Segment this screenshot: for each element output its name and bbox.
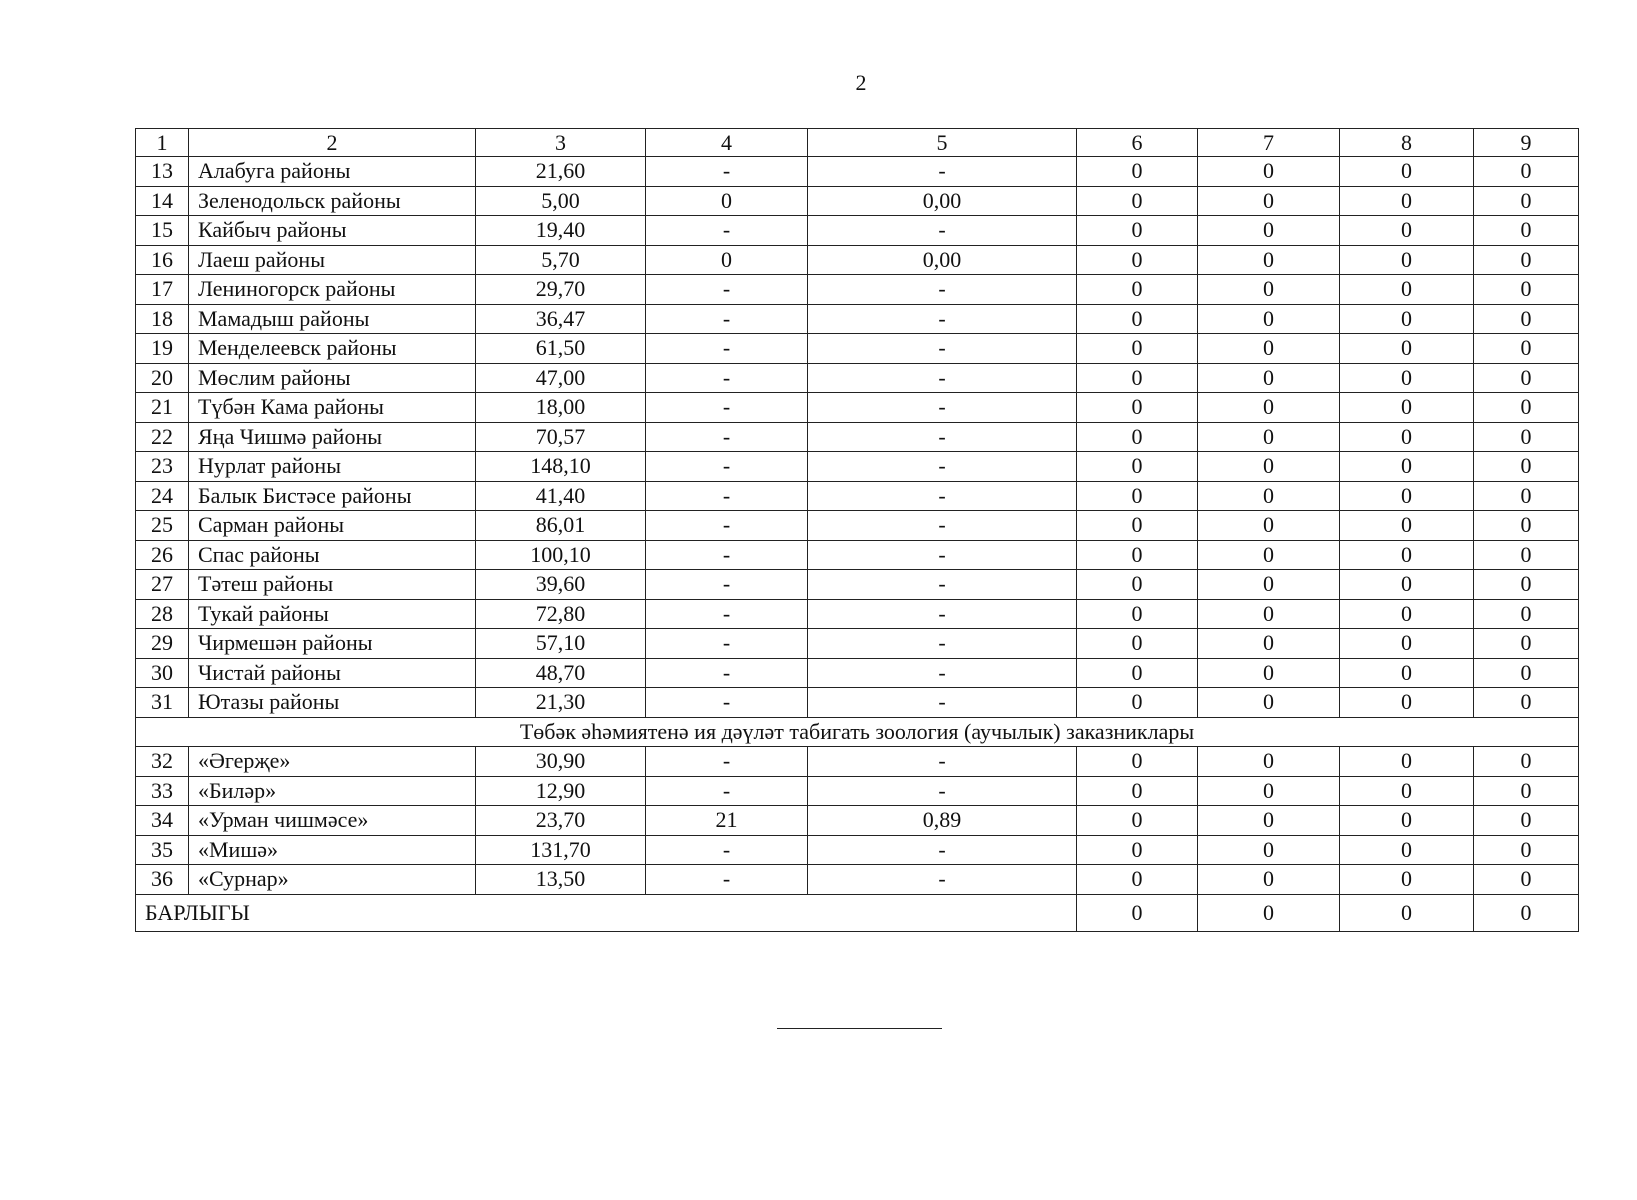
total-label: БАРЛЫГЫ — [136, 894, 1077, 931]
table-row — [136, 865, 1579, 895]
col5-cell: - — [808, 835, 1077, 865]
col9-cell: 0 — [1474, 216, 1579, 246]
row-name: «Сурнар» — [189, 865, 476, 895]
col4-cell: - — [646, 481, 808, 511]
col6-cell: 0 — [1077, 304, 1198, 334]
row-number: 29 — [136, 629, 189, 659]
col5-cell: - — [808, 658, 1077, 688]
table-row — [136, 540, 1579, 570]
col9-cell: 0 — [1474, 688, 1579, 718]
table-row — [136, 481, 1579, 511]
col6-cell: 0 — [1077, 186, 1198, 216]
row-name: «Әгерҗе» — [189, 747, 476, 777]
header-cell: 3 — [476, 129, 646, 157]
table-row — [136, 334, 1579, 364]
col5-cell: - — [808, 865, 1077, 895]
total-value: 0 — [1077, 894, 1198, 931]
col9-cell: 0 — [1474, 363, 1579, 393]
col4-cell: 0 — [646, 186, 808, 216]
table-row — [136, 304, 1579, 334]
area-cell: 29,70 — [476, 275, 646, 305]
col7-cell: 0 — [1198, 776, 1340, 806]
table-row — [136, 806, 1579, 836]
col6-cell: 0 — [1077, 865, 1198, 895]
area-cell: 131,70 — [476, 835, 646, 865]
col7-cell: 0 — [1198, 806, 1340, 836]
col7-cell: 0 — [1198, 334, 1340, 364]
row-name: Лениногорск районы — [189, 275, 476, 305]
total-row — [136, 894, 1579, 931]
row-number: 35 — [136, 835, 189, 865]
col5-cell: - — [808, 334, 1077, 364]
total-value: 0 — [1474, 894, 1579, 931]
col7-cell: 0 — [1198, 186, 1340, 216]
col4-cell: - — [646, 511, 808, 541]
total-value: 0 — [1340, 894, 1474, 931]
table-row — [136, 570, 1579, 600]
col7-cell: 0 — [1198, 540, 1340, 570]
col7-cell: 0 — [1198, 865, 1340, 895]
col8-cell: 0 — [1340, 570, 1474, 600]
area-cell: 30,90 — [476, 747, 646, 777]
col6-cell: 0 — [1077, 334, 1198, 364]
col6-cell: 0 — [1077, 570, 1198, 600]
col9-cell: 0 — [1474, 835, 1579, 865]
col6-cell: 0 — [1077, 452, 1198, 482]
col8-cell: 0 — [1340, 334, 1474, 364]
col8-cell: 0 — [1340, 658, 1474, 688]
area-cell: 12,90 — [476, 776, 646, 806]
col7-cell: 0 — [1198, 245, 1340, 275]
col6-cell: 0 — [1077, 776, 1198, 806]
col5-cell: - — [808, 776, 1077, 806]
col4-cell: - — [646, 275, 808, 305]
table-row — [136, 835, 1579, 865]
col5-cell: - — [808, 629, 1077, 659]
row-number: 22 — [136, 422, 189, 452]
col8-cell: 0 — [1340, 511, 1474, 541]
col5-cell: - — [808, 511, 1077, 541]
col4-cell: - — [646, 865, 808, 895]
col7-cell: 0 — [1198, 157, 1340, 187]
col7-cell: 0 — [1198, 452, 1340, 482]
row-number: 34 — [136, 806, 189, 836]
section-row — [136, 717, 1579, 747]
row-number: 23 — [136, 452, 189, 482]
districts-table — [135, 128, 1579, 932]
row-name: Чистай районы — [189, 658, 476, 688]
col5-cell: 0,00 — [808, 245, 1077, 275]
row-number: 16 — [136, 245, 189, 275]
col7-cell: 0 — [1198, 511, 1340, 541]
col5-cell: - — [808, 275, 1077, 305]
row-number: 28 — [136, 599, 189, 629]
table-row — [136, 216, 1579, 246]
area-cell: 5,00 — [476, 186, 646, 216]
col4-cell: 0 — [646, 245, 808, 275]
row-name: Чирмешән районы — [189, 629, 476, 659]
row-name: Нурлат районы — [189, 452, 476, 482]
col9-cell: 0 — [1474, 452, 1579, 482]
col6-cell: 0 — [1077, 157, 1198, 187]
row-name: «Урман чишмәсе» — [189, 806, 476, 836]
col6-cell: 0 — [1077, 245, 1198, 275]
area-cell: 18,00 — [476, 393, 646, 423]
header-cell: 8 — [1340, 129, 1474, 157]
col7-cell: 0 — [1198, 835, 1340, 865]
header-cell: 9 — [1474, 129, 1579, 157]
col8-cell: 0 — [1340, 599, 1474, 629]
col5-cell: - — [808, 540, 1077, 570]
row-name: Тәтеш районы — [189, 570, 476, 600]
col8-cell: 0 — [1340, 216, 1474, 246]
col8-cell: 0 — [1340, 629, 1474, 659]
col9-cell: 0 — [1474, 511, 1579, 541]
col6-cell: 0 — [1077, 658, 1198, 688]
col9-cell: 0 — [1474, 806, 1579, 836]
table-row — [136, 658, 1579, 688]
row-name: Лаеш районы — [189, 245, 476, 275]
col7-cell: 0 — [1198, 304, 1340, 334]
col6-cell: 0 — [1077, 599, 1198, 629]
col8-cell: 0 — [1340, 363, 1474, 393]
row-name: «Мишә» — [189, 835, 476, 865]
table-row — [136, 688, 1579, 718]
table-row — [136, 511, 1579, 541]
area-cell: 148,10 — [476, 452, 646, 482]
row-number: 32 — [136, 747, 189, 777]
col7-cell: 0 — [1198, 688, 1340, 718]
row-name: Кайбыч районы — [189, 216, 476, 246]
row-number: 26 — [136, 540, 189, 570]
area-cell: 23,70 — [476, 806, 646, 836]
col4-cell: - — [646, 452, 808, 482]
col4-cell: - — [646, 304, 808, 334]
col9-cell: 0 — [1474, 599, 1579, 629]
col5-cell: - — [808, 363, 1077, 393]
end-rule — [777, 1028, 942, 1029]
col4-cell: - — [646, 570, 808, 600]
col8-cell: 0 — [1340, 835, 1474, 865]
header-cell: 1 — [136, 129, 189, 157]
col6-cell: 0 — [1077, 747, 1198, 777]
row-name: Сарман районы — [189, 511, 476, 541]
col7-cell: 0 — [1198, 216, 1340, 246]
col9-cell: 0 — [1474, 658, 1579, 688]
area-cell: 21,60 — [476, 157, 646, 187]
col7-cell: 0 — [1198, 275, 1340, 305]
row-number: 18 — [136, 304, 189, 334]
col5-cell: - — [808, 481, 1077, 511]
area-cell: 47,00 — [476, 363, 646, 393]
col9-cell: 0 — [1474, 304, 1579, 334]
row-number: 24 — [136, 481, 189, 511]
col5-cell: - — [808, 157, 1077, 187]
row-name: Мөслим районы — [189, 363, 476, 393]
row-name: Балык Бистәсе районы — [189, 481, 476, 511]
col5-cell: - — [808, 599, 1077, 629]
col4-cell: - — [646, 688, 808, 718]
header-cell: 6 — [1077, 129, 1198, 157]
row-name: Яңа Чишмә районы — [189, 422, 476, 452]
header-cell: 5 — [808, 129, 1077, 157]
col5-cell: - — [808, 422, 1077, 452]
col7-cell: 0 — [1198, 422, 1340, 452]
row-name: Менделеевск районы — [189, 334, 476, 364]
row-number: 19 — [136, 334, 189, 364]
col5-cell: - — [808, 747, 1077, 777]
col5-cell: 0,89 — [808, 806, 1077, 836]
area-cell: 72,80 — [476, 599, 646, 629]
col9-cell: 0 — [1474, 245, 1579, 275]
area-cell: 61,50 — [476, 334, 646, 364]
row-name: Спас районы — [189, 540, 476, 570]
col7-cell: 0 — [1198, 599, 1340, 629]
col4-cell: - — [646, 776, 808, 806]
col8-cell: 0 — [1340, 540, 1474, 570]
table-row — [136, 629, 1579, 659]
col5-cell: - — [808, 452, 1077, 482]
row-name: Ютазы районы — [189, 688, 476, 718]
col5-cell: - — [808, 393, 1077, 423]
table-row — [136, 275, 1579, 305]
col8-cell: 0 — [1340, 186, 1474, 216]
row-name: Түбән Кама районы — [189, 393, 476, 423]
area-cell: 48,70 — [476, 658, 646, 688]
table-row — [136, 393, 1579, 423]
header-cell: 7 — [1198, 129, 1340, 157]
area-cell: 86,01 — [476, 511, 646, 541]
col9-cell: 0 — [1474, 275, 1579, 305]
row-number: 15 — [136, 216, 189, 246]
col8-cell: 0 — [1340, 393, 1474, 423]
area-cell: 19,40 — [476, 216, 646, 246]
row-number: 36 — [136, 865, 189, 895]
col4-cell: - — [646, 334, 808, 364]
col6-cell: 0 — [1077, 540, 1198, 570]
header-cell: 2 — [189, 129, 476, 157]
col8-cell: 0 — [1340, 422, 1474, 452]
area-cell: 57,10 — [476, 629, 646, 659]
total-value: 0 — [1198, 894, 1340, 931]
table-row — [136, 747, 1579, 777]
col8-cell: 0 — [1340, 452, 1474, 482]
col7-cell: 0 — [1198, 481, 1340, 511]
page-number: 2 — [855, 70, 867, 95]
col9-cell: 0 — [1474, 157, 1579, 187]
row-name: «Биләр» — [189, 776, 476, 806]
col9-cell: 0 — [1474, 481, 1579, 511]
col7-cell: 0 — [1198, 363, 1340, 393]
col6-cell: 0 — [1077, 688, 1198, 718]
col7-cell: 0 — [1198, 570, 1340, 600]
col9-cell: 0 — [1474, 570, 1579, 600]
table-row — [136, 363, 1579, 393]
row-number: 33 — [136, 776, 189, 806]
row-name: Зеленодольск районы — [189, 186, 476, 216]
col6-cell: 0 — [1077, 422, 1198, 452]
col7-cell: 0 — [1198, 393, 1340, 423]
col4-cell: - — [646, 629, 808, 659]
area-cell: 36,47 — [476, 304, 646, 334]
section-title: Төбәк әһәмиятенә ия дәүләт табигать зоология (аучылык) заказниклары — [136, 717, 1579, 747]
table-row — [136, 157, 1579, 187]
col6-cell: 0 — [1077, 629, 1198, 659]
row-number: 27 — [136, 570, 189, 600]
table-row — [136, 452, 1579, 482]
col7-cell: 0 — [1198, 629, 1340, 659]
col4-cell: 21 — [646, 806, 808, 836]
row-name: Мамадыш районы — [189, 304, 476, 334]
area-cell: 41,40 — [476, 481, 646, 511]
col9-cell: 0 — [1474, 393, 1579, 423]
table-row — [136, 186, 1579, 216]
row-number: 25 — [136, 511, 189, 541]
area-cell: 39,60 — [476, 570, 646, 600]
col4-cell: - — [646, 363, 808, 393]
col8-cell: 0 — [1340, 275, 1474, 305]
col4-cell: - — [646, 747, 808, 777]
row-number: 31 — [136, 688, 189, 718]
row-number: 14 — [136, 186, 189, 216]
row-number: 21 — [136, 393, 189, 423]
row-name: Тукай районы — [189, 599, 476, 629]
col5-cell: - — [808, 688, 1077, 718]
col5-cell: 0,00 — [808, 186, 1077, 216]
col6-cell: 0 — [1077, 216, 1198, 246]
table-row — [136, 422, 1579, 452]
area-cell: 70,57 — [476, 422, 646, 452]
col6-cell: 0 — [1077, 481, 1198, 511]
col8-cell: 0 — [1340, 245, 1474, 275]
table-row — [136, 599, 1579, 629]
table-row — [136, 776, 1579, 806]
row-number: 17 — [136, 275, 189, 305]
col7-cell: 0 — [1198, 658, 1340, 688]
col7-cell: 0 — [1198, 747, 1340, 777]
col9-cell: 0 — [1474, 629, 1579, 659]
header-cell: 4 — [646, 129, 808, 157]
col8-cell: 0 — [1340, 747, 1474, 777]
area-cell: 13,50 — [476, 865, 646, 895]
area-cell: 21,30 — [476, 688, 646, 718]
col6-cell: 0 — [1077, 806, 1198, 836]
col4-cell: - — [646, 157, 808, 187]
col8-cell: 0 — [1340, 806, 1474, 836]
col5-cell: - — [808, 304, 1077, 334]
col6-cell: 0 — [1077, 511, 1198, 541]
col4-cell: - — [646, 393, 808, 423]
col9-cell: 0 — [1474, 865, 1579, 895]
col5-cell: - — [808, 570, 1077, 600]
row-number: 20 — [136, 363, 189, 393]
col4-cell: - — [646, 540, 808, 570]
col9-cell: 0 — [1474, 186, 1579, 216]
col4-cell: - — [646, 422, 808, 452]
col4-cell: - — [646, 658, 808, 688]
table-row — [136, 245, 1579, 275]
col5-cell: - — [808, 216, 1077, 246]
row-name: Алабуга районы — [189, 157, 476, 187]
row-number: 13 — [136, 157, 189, 187]
col9-cell: 0 — [1474, 540, 1579, 570]
col8-cell: 0 — [1340, 157, 1474, 187]
col9-cell: 0 — [1474, 747, 1579, 777]
col6-cell: 0 — [1077, 363, 1198, 393]
col9-cell: 0 — [1474, 334, 1579, 364]
area-cell: 5,70 — [476, 245, 646, 275]
col8-cell: 0 — [1340, 865, 1474, 895]
area-cell: 100,10 — [476, 540, 646, 570]
col9-cell: 0 — [1474, 776, 1579, 806]
column-number-row — [136, 129, 1579, 157]
col6-cell: 0 — [1077, 393, 1198, 423]
col4-cell: - — [646, 835, 808, 865]
col8-cell: 0 — [1340, 688, 1474, 718]
col4-cell: - — [646, 599, 808, 629]
col4-cell: - — [646, 216, 808, 246]
col6-cell: 0 — [1077, 275, 1198, 305]
col9-cell: 0 — [1474, 422, 1579, 452]
col8-cell: 0 — [1340, 481, 1474, 511]
col8-cell: 0 — [1340, 304, 1474, 334]
col6-cell: 0 — [1077, 835, 1198, 865]
col8-cell: 0 — [1340, 776, 1474, 806]
row-number: 30 — [136, 658, 189, 688]
